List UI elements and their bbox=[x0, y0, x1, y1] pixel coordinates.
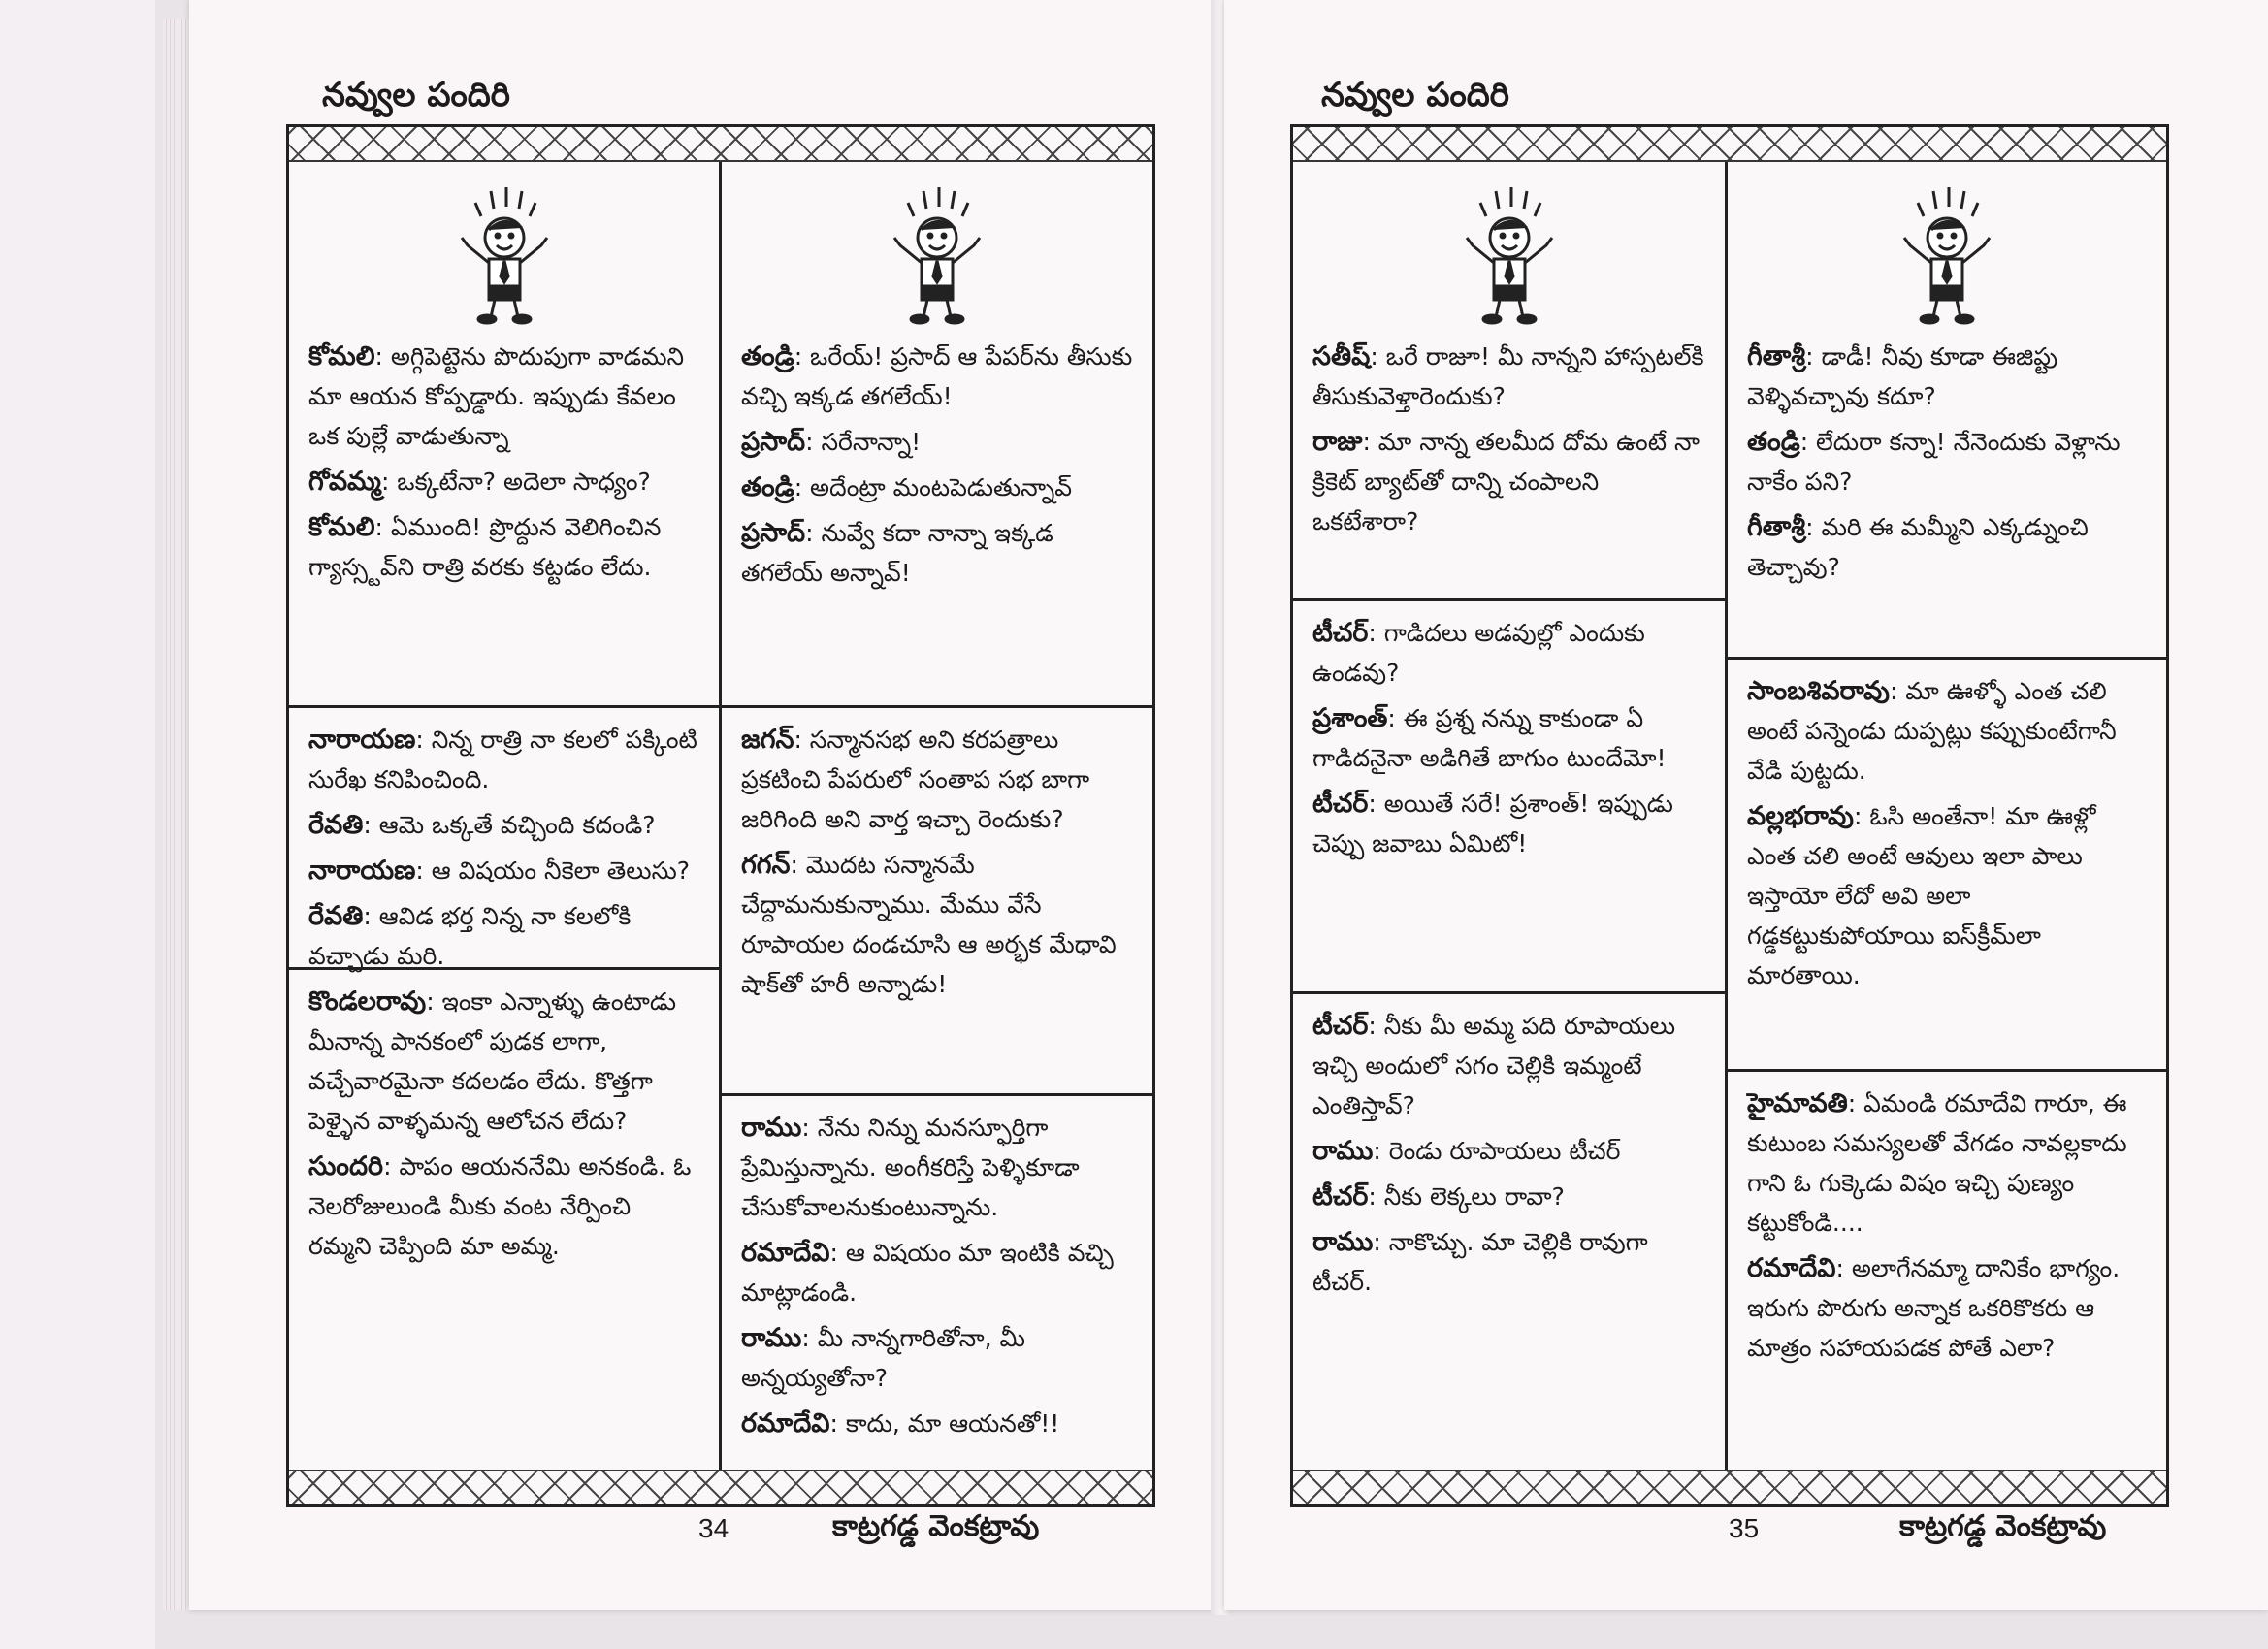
vine-border-bottom-icon bbox=[1293, 1470, 2166, 1504]
cheering-boy-icon bbox=[1451, 181, 1568, 327]
right-joke-frame bbox=[1290, 124, 2169, 1507]
dialogue-line: రేవతి: ఆమె ఒక్కతే వచ్చింది కదండి? bbox=[308, 810, 656, 840]
joke-box bbox=[1728, 657, 2166, 1069]
cheering-boy-icon bbox=[879, 181, 995, 327]
dialogue-line: రేవతి: ఆవిడ భర్త నిన్న నా కలలోకి వచ్చాడు మరి. bbox=[308, 901, 632, 970]
dialogue-line: కొండలరావు: ఇంకా ఎన్నాళ్ళు ఉంటాడు మీనాన్న పానకంలో పుడక లాగా, వచ్చేవారమైనా కదలడం లేదు. కొత్తగా పెళ్ళైన వాళ్ళమన్న ఆలోచన లేదు? bbox=[308, 986, 676, 1135]
left-joke-frame bbox=[286, 124, 1155, 1507]
dialogue-line: ప్రశాంత్: ఈ ప్రశ్న నన్ను కాకుండా ఏ గాడిదనైనా అడిగితే బాగుం టుందేమో! bbox=[1312, 703, 1667, 772]
dialogue-line: రాము: రెండు రూపాయలు టీచర్ bbox=[1312, 1136, 1621, 1166]
dialogue-line: రాము: మీ నాన్నగారితోనా, మీ అన్నయ్యతోనా? bbox=[741, 1323, 1025, 1392]
dialogue-line: టీచర్: అయితే సరే! ప్రశాంత్! ఇప్పుడు చెప్పు జవాబు ఏమిటో! bbox=[1312, 789, 1673, 857]
dialogue-line: తండ్రి: లేదురా కన్నా! నేనెందుకు వెళ్లాను నాకేం పని? bbox=[1747, 427, 2121, 496]
dialogue-line: టీచర్: గాడిదలు అడవుల్లో ఎందుకు ఉండవు? bbox=[1312, 618, 1645, 687]
joke-box bbox=[722, 162, 1152, 705]
dialogue-line: నారాయణ: ఆ విషయం నీకెలా తెలుసు? bbox=[308, 856, 691, 886]
cheering-boy-icon bbox=[1889, 181, 2005, 327]
dialogue-line: టీచర్: నీకు మీ అమ్మ పది రూపాయలు ఇచ్చి అందులో సగం చెల్లికి ఇమ్మంటే ఎంతిస్తావ్? bbox=[1312, 1011, 1676, 1119]
page-number-left: 34 bbox=[698, 1513, 729, 1543]
dialogue-line: ప్రసాద్: సరేనాన్నా! bbox=[741, 427, 922, 457]
dialogue-line: టీచర్: నీకు లెక్కలు రావా? bbox=[1312, 1181, 1565, 1212]
dialogue-line: రాజు: మా నాన్న తలమీద దోమ ఉంటే నా క్రికెట్ బ్యాట్‌తో దాన్ని చంపాలని ఒకటేశారా? bbox=[1312, 427, 1700, 535]
dialogue-line: కోమలి: అగ్గిపెట్టెను పొదుపుగా వాడమని మా ఆయన కోప్పడ్డారు. ఇప్పుడు కేవలం ఒక పుల్లే వాడుతున్నా bbox=[308, 341, 685, 450]
right-column-1 bbox=[1293, 162, 1725, 1470]
dialogue-line: జగన్: సన్మానసభ అని కరపత్రాలు ప్రకటించి పేపరులో సంతాప సభ బాగా జరిగింది అని వార్త ఇచ్చా రెందుకు? bbox=[741, 725, 1090, 833]
joke-box bbox=[289, 967, 719, 1470]
vine-border-top-icon bbox=[1293, 127, 2166, 162]
joke-box bbox=[1728, 162, 2166, 657]
page-number-right: 35 bbox=[1729, 1513, 1760, 1543]
page-edges bbox=[163, 19, 192, 1610]
author-right: కాట్రగడ్డ వెంకట్రావు bbox=[1899, 1509, 2107, 1543]
dialogue-line: రమాదేవి: కాదు, మా ఆయనతో!! bbox=[741, 1408, 1060, 1439]
joke-box bbox=[1293, 598, 1725, 991]
left-running-head: నవ్వుల పందిరి bbox=[322, 76, 510, 114]
dialogue-line: గీతాశ్రీ: మరి ఈ మమ్మీని ఎక్కడ్నుంచి తెచ్చావు? bbox=[1747, 512, 2089, 581]
dialogue-line: సతీష్: ఒరే రాజూ! మీ నాన్నని హాస్పటల్‌కి తీసుకువెళ్తారెందుకు? bbox=[1312, 341, 1704, 410]
vine-border-top-icon bbox=[289, 127, 1152, 162]
joke-box bbox=[289, 162, 719, 705]
joke-box bbox=[722, 705, 1152, 1093]
author-left: కాట్రగడ్డ వెంకట్రావు bbox=[832, 1509, 1040, 1543]
joke-box bbox=[1293, 162, 1725, 598]
joke-box bbox=[1728, 1069, 2166, 1470]
right-column-2 bbox=[1728, 162, 2166, 1470]
dialogue-line: గీతాశ్రీ: డాడీ! నీవు కూడా ఈజిప్టు వెళ్ళివచ్చావు కదూ? bbox=[1747, 341, 2058, 410]
dialogue-line: సుందరి: పాపం ఆయననేమి అనకండి. ఓ నెలరోజులుండి మీకు వంట నేర్పించి రమ్మని చెప్పింది మా అమ్మ. bbox=[308, 1151, 692, 1260]
joke-box bbox=[1293, 991, 1725, 1470]
cheering-boy-icon bbox=[446, 181, 563, 327]
vine-border-bottom-icon bbox=[289, 1470, 1152, 1504]
dialogue-line: తండ్రి: అదేంట్రా మంటపెడుతున్నావ్ bbox=[741, 472, 1073, 502]
dialogue-line: రమాదేవి: ఆ విషయం మా ఇంటికి వచ్చి మాట్లాడండి. bbox=[741, 1238, 1114, 1307]
dialogue-line: నారాయణ: నిన్న రాత్రి నా కలలో పక్కింటి సురేఖ కనిపించింది. bbox=[308, 725, 697, 793]
dialogue-line: తండ్రి: ఒరేయ్! ప్రసాద్ ఆ పేపర్‌ను తీసుకు వచ్చి ఇక్కడ తగలేయ్! bbox=[741, 341, 1133, 410]
dialogue-line: గగన్: మొదట సన్మానమే చేద్దామనుకున్నాము. మేము వేసే రూపాయల దండచూసి ఆ అర్భక మేధావి షాక్‌తో హరీ అన్నాడు! bbox=[741, 850, 1117, 998]
dialogue-line: సాంబశివరావు: మా ఊళ్ళో ఎంత చలి అంటే పన్నెండు దుప్పట్లు కప్పుకుంటేగానీ వేడి పుట్టదు. bbox=[1747, 676, 2117, 785]
left-column-1 bbox=[289, 162, 719, 1470]
dialogue-line: హైమావతి: ఏమండి రమాదేవి గారూ, ఈ కుటుంబ సమస్యలతో వేగడం నావల్లకాదు గాని ఓ గుక్కెడు విషం ఇచ్చి పుణ్యం కట్టుకోండి.... bbox=[1747, 1088, 2127, 1237]
joke-box bbox=[722, 1093, 1152, 1470]
dialogue-line: కోమలి: ఏముంది! ప్రొద్దున వెలిగించిన గ్యాస్స్టవ్‌ని రాత్రి వరకు కట్టడం లేదు. bbox=[308, 512, 662, 581]
right-running-head: నవ్వుల పందిరి bbox=[1321, 76, 1509, 114]
dialogue-line: ప్రసాద్: నువ్వే కదా నాన్నా ఇక్కడ తగలేయ్ అన్నావ్! bbox=[741, 518, 1053, 587]
dialogue-line: రాము: నాకొచ్చు. మా చెల్లికి రావుగా టీచర్. bbox=[1312, 1227, 1648, 1296]
dialogue-line: రమాదేవి: అలాగేనమ్మా దానికేం భాగ్యం. ఇరుగు పొరుగు అన్నాక ఒకరికొకరు ఆ మాత్రం సహాయపడక పోతే ఎలా? bbox=[1747, 1253, 2121, 1362]
left-column-2 bbox=[722, 162, 1152, 1470]
dialogue-line: గోవమ్మ: ఒక్కటేనా? అదెలా సాధ్యం? bbox=[308, 467, 651, 497]
dialogue-line: రాము: నేను నిన్ను మనస్ఫూర్తిగా ప్రేమిస్తున్నాను. అంగీకరిస్తే పెళ్ళికూడా చేసుకోవాలనుకుంటున్నాను. bbox=[741, 1113, 1080, 1221]
dialogue-line: వల్లభరావు: ఓసి అంతేనా! మా ఊళ్లో ఎంత చలి అంటే ఆవులు ఇలా పాలు ఇస్తాయో లేదో అవి అలా గడ్డకట్టుకుపోయాయి ఐస్‌క్రీమ్‌లా మారతాయి. bbox=[1747, 801, 2096, 989]
joke-box bbox=[289, 705, 719, 970]
